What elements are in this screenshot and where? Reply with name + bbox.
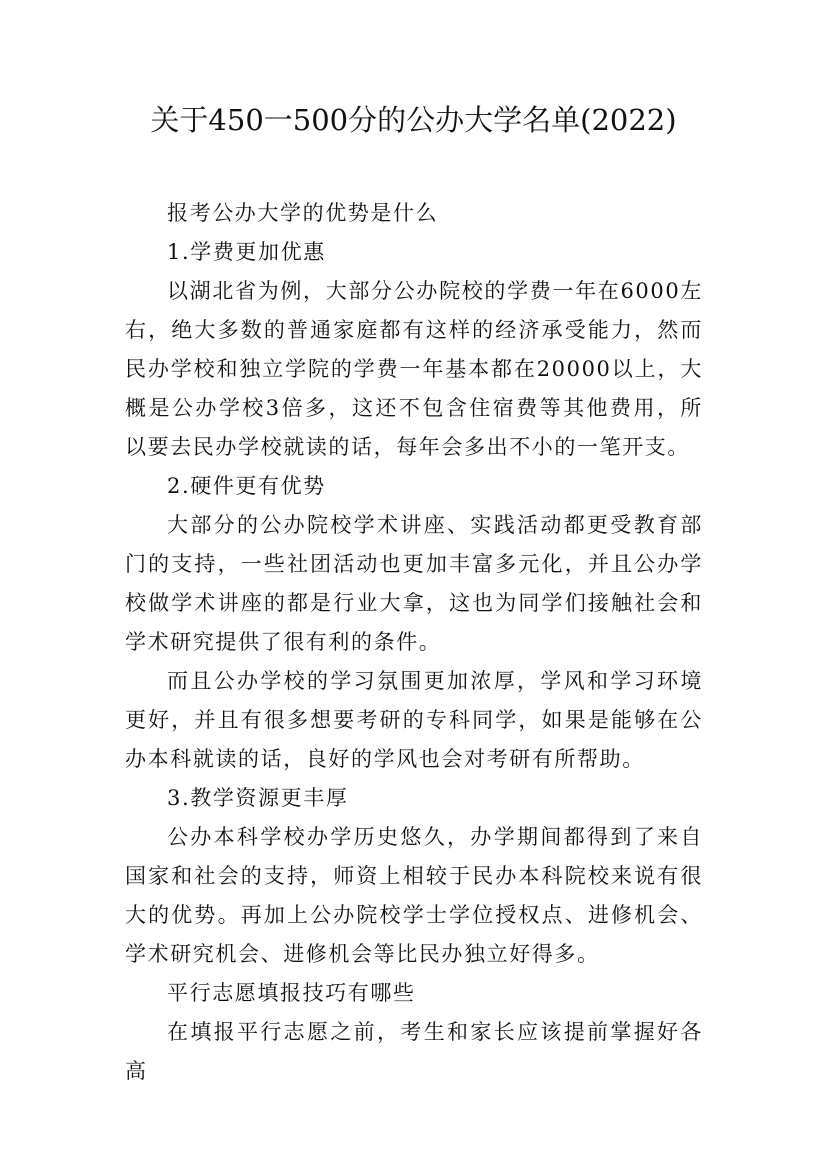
subheading-tuition: 1.学费更加优惠 [167, 240, 326, 264]
subheading-facilities: 2.硬件更有优势 [167, 474, 326, 498]
paragraph-application-tips: 在填报平行志愿之前，考生和家长应该提前掌握好各高 [125, 1020, 703, 1083]
document-title: 关于450一500分的公办大学名单(2022) [150, 103, 677, 137]
paragraph-facilities: 大部分的公办院校学术讲座、实践活动都更受教育部门的支持，一些社团活动也更加丰富多元化，并且公办学校做学术讲座的都是行业大拿，这也为同学们接触社会和学术研究提供了很有利的条件。 [125, 513, 703, 654]
paragraph-study-atmosphere: 而且公办学校的学习氛围更加浓厚，学风和学习环境更好，并且有很多想要考研的专科同学，如果是能够在公办本科就读的话，良好的学风也会对考研有所帮助。 [125, 669, 703, 771]
paragraph-tuition: 以湖北省为例，大部分公办院校的学费一年在6000左右，绝大多数的普通家庭都有这样的经济承受能力，然而民办学校和独立学院的学费一年基本都在20000以上，大概是公办学校3倍多，这还不包含住宿费等其他费用，所以要去民办学校就读的话，每年会多出不小的一笔开支。 [125, 279, 703, 459]
paragraph-teaching-resources: 公办本科学校办学历史悠久，办学期间都得到了来自国家和社会的支持，师资上相较于民办本科院校来说有很大的优势。再加上公办院校学士学位授权点、进修机会、学术研究机会、进修机会等比民办独立好得多。 [125, 825, 703, 966]
subheading-teaching-resources: 3.教学资源更丰厚 [167, 786, 349, 810]
section-heading-advantages: 报考公办大学的优势是什么 [167, 201, 439, 225]
section-heading-application-tips: 平行志愿填报技巧有哪些 [167, 981, 416, 1005]
document-body [125, 194, 703, 1091]
